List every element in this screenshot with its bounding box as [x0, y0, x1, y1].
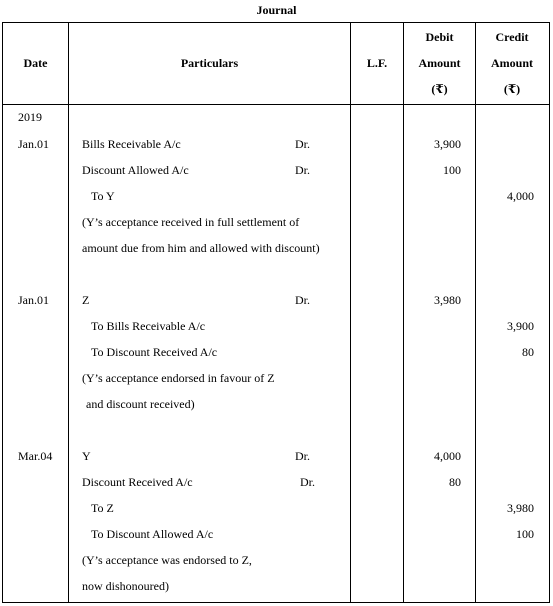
entry-narration: amount due from him and allowed with discount)	[82, 241, 320, 255]
header-credit-line2: Amount	[490, 56, 533, 70]
header-debit-line2: Amount	[418, 56, 461, 70]
entry-line-text: To Discount Received A/c	[91, 345, 218, 359]
entry-date: Mar.04	[18, 449, 53, 463]
entry-line-text: To Discount Allowed A/c	[91, 527, 214, 541]
column-divider-date	[68, 22, 69, 603]
column-divider-particulars	[350, 22, 351, 603]
entry-date: Jan.01	[18, 293, 49, 307]
journal-title: Journal	[256, 3, 297, 17]
entry-line-credit: 3,980	[507, 501, 534, 515]
entry-line-debit: 4,000	[434, 449, 461, 463]
entry-narration: (Y’s acceptance was endorsed to Z,	[82, 553, 252, 567]
entry-line-credit: 3,900	[507, 319, 534, 333]
entry-line-debit: 100	[443, 163, 461, 177]
header-date: Date	[23, 56, 48, 70]
entry-line-credit: 80	[522, 345, 534, 359]
entry-line-text: To Bills Receivable A/c	[91, 319, 206, 333]
entry-line-text: Y	[82, 449, 91, 463]
entry-line-text: Discount Allowed A/c	[82, 163, 189, 177]
header-credit-line1: Credit	[495, 30, 529, 44]
entry-narration: and discount received)	[86, 397, 195, 411]
header-debit-line1: Debit	[425, 30, 454, 44]
entry-narration: (Y’s acceptance endorsed in favour of Z	[82, 371, 275, 385]
column-divider-lf	[403, 22, 404, 603]
entry-narration: (Y’s acceptance received in full settlement of	[82, 215, 300, 229]
entry-year: 2019	[18, 110, 42, 124]
entry-narration: now dishonoured)	[82, 579, 169, 593]
entry-line-text: Discount Received A/c	[82, 475, 193, 489]
entry-line-text: To Y	[91, 189, 115, 203]
journal-table	[2, 22, 550, 603]
header-divider	[2, 104, 550, 105]
header-lf: L.F.	[366, 56, 388, 70]
entry-line-text: To Z	[91, 501, 114, 515]
entry-line-dr: Dr.	[300, 475, 315, 489]
entry-line-debit: 3,900	[434, 137, 461, 151]
entry-line-dr: Dr.	[295, 449, 310, 463]
entry-line-credit: 100	[516, 527, 534, 541]
header-particulars: Particulars	[180, 56, 239, 70]
entry-line-text: Z	[82, 293, 90, 307]
entry-line-debit: 3,980	[434, 293, 461, 307]
header-debit-line3: (₹)	[431, 82, 448, 96]
entry-line-text: Bills Receivable A/c	[82, 137, 181, 151]
entry-line-dr: Dr.	[295, 137, 310, 151]
entry-line-dr: Dr.	[295, 163, 310, 177]
entry-date: Jan.01	[18, 137, 49, 151]
entry-line-credit: 4,000	[507, 189, 534, 203]
entry-line-debit: 80	[449, 475, 461, 489]
entry-line-dr: Dr.	[295, 293, 310, 307]
header-credit-line3: (₹)	[503, 82, 521, 96]
